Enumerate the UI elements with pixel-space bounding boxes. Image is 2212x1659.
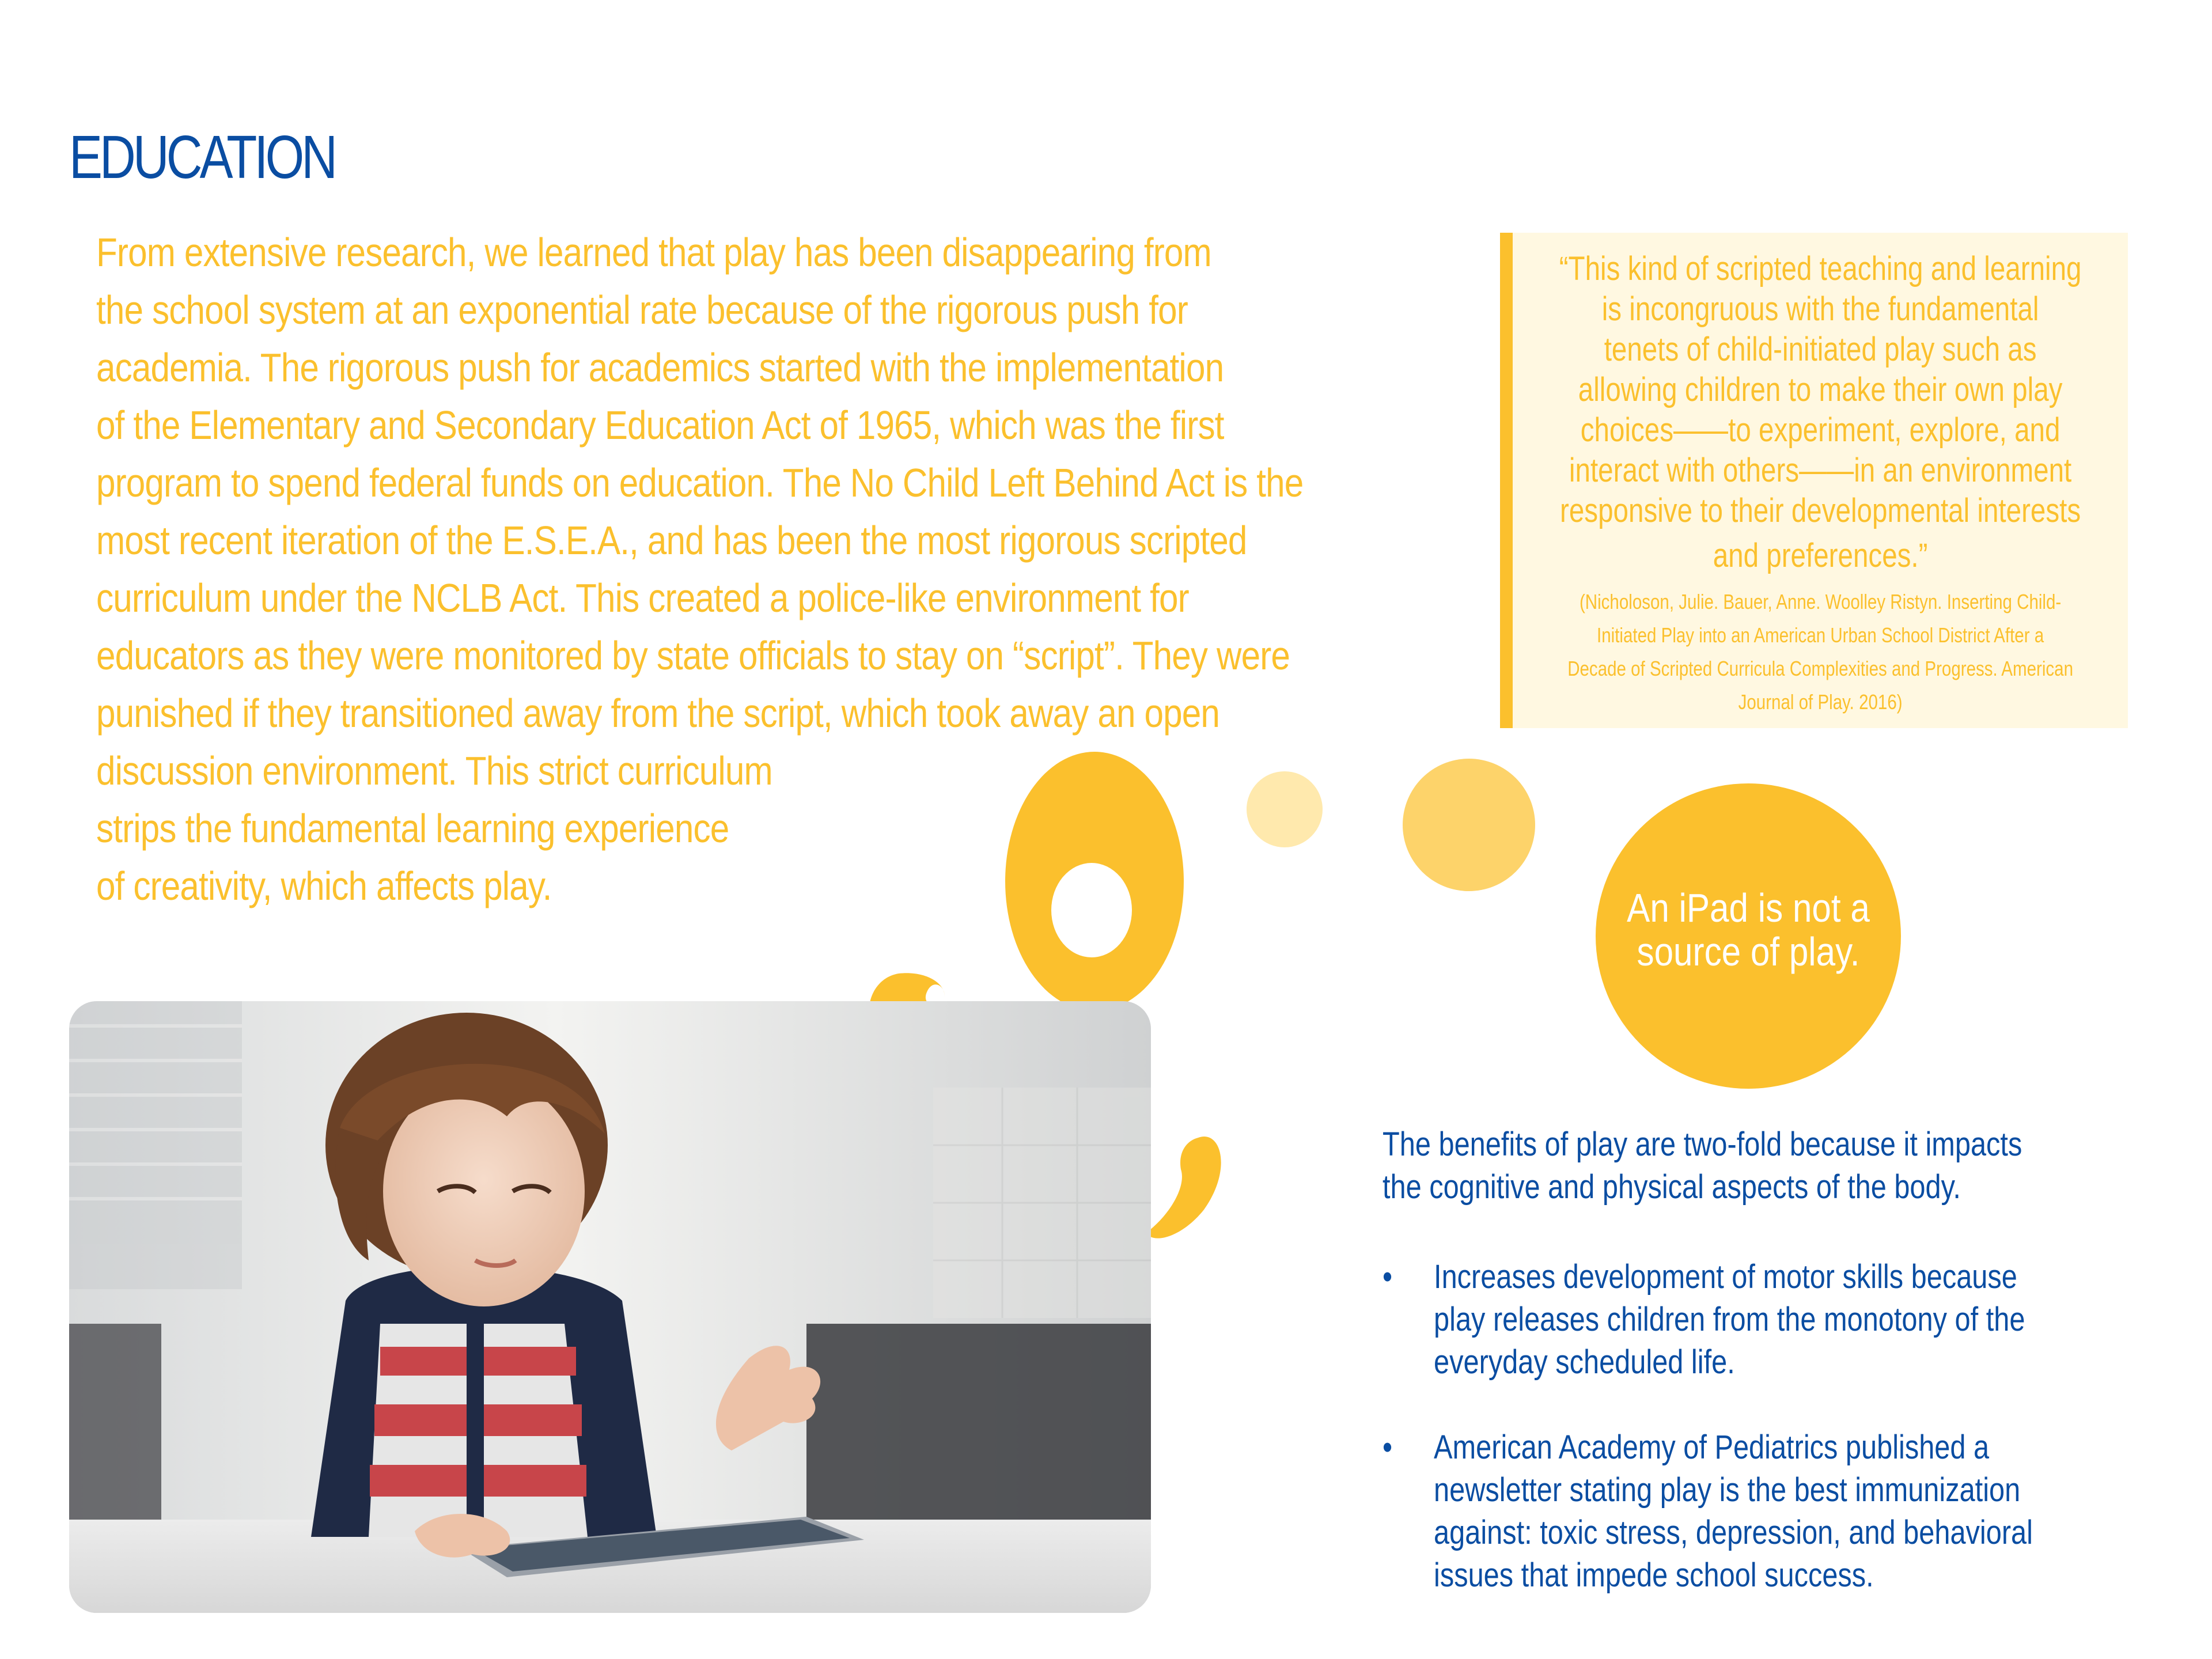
list-item [1382, 1256, 2060, 1384]
bullet-line: against: toxic stress, depression, and behavioral [1434, 1514, 2033, 1551]
intro-line: program to spend federal funds on education. The No Child Left Behind Act is the [96, 460, 1304, 505]
child-with-tablet-photo [69, 1001, 1151, 1613]
intro-line: of the Elementary and Secondary Education Act of 1965, which was the first [96, 403, 1224, 448]
callout-line: source of play. [1637, 929, 1860, 974]
benefits-list [1382, 1256, 2060, 1639]
quote-line: is incongruous with the fundamental [1601, 290, 2039, 328]
citation-line: Initiated Play into an American Urban School District After a [1597, 623, 2044, 647]
intro-line: most recent iteration of the E.S.E.A., and has been the most rigorous scripted [96, 518, 1247, 563]
citation-line: (Nicholoson, Julie. Bauer, Anne. Woolley Ristyn. Inserting Child- [1579, 590, 2062, 613]
quote-line: and preferences.” [1713, 537, 1928, 574]
cabinet [806, 1324, 1151, 1543]
quote-line: “This kind of scripted teaching and learning [1559, 250, 2082, 287]
bullet-line: American Academy of Pediatrics published a [1434, 1429, 1990, 1466]
bullet-line: newsletter stating play is the best immunization [1434, 1471, 2021, 1509]
citation-line: Decade of Scripted Curricula Complexities and Progress. American [1567, 657, 2073, 680]
bullet-line: issues that impede school success. [1434, 1556, 1874, 1594]
window-blinds [69, 1001, 242, 1289]
quote-line: interact with others——in an environment [1569, 452, 2072, 489]
intro-line: From extensive research, we learned that play has been disappearing from [96, 230, 1211, 275]
kitchen-tiles [933, 1088, 1151, 1318]
quote-line: tenets of child-initiated play such as [1604, 331, 2037, 368]
quote-text [1535, 249, 2106, 576]
crescent-blob [1146, 1137, 1221, 1238]
callout-text [1592, 886, 1904, 974]
bullet-line: play releases children from the monotony of the [1434, 1301, 2025, 1338]
intro-line: educators as they were monitored by state officials to stay on “script”. They were [96, 633, 1290, 678]
striped-shirt [369, 1324, 588, 1537]
quote-accent-bar [1500, 233, 1513, 728]
medium-circle [1403, 759, 1535, 891]
benefits-line: the cognitive and physical aspects of the body. [1382, 1168, 1961, 1206]
photo-illustration [69, 1001, 1151, 1613]
quote-citation [1535, 585, 2106, 719]
callout-line: An iPad is not a [1627, 885, 1870, 930]
quote-line: choices——to experiment, explore, and [1580, 411, 2061, 449]
intro-line: punished if they transitioned away from the script, which took away an open [96, 691, 1219, 736]
intro-line: curriculum under the NCLB Act. This created a police-like environment for [96, 575, 1189, 620]
intro-line: the school system at an exponential rate because of the rigorous push for [96, 287, 1188, 332]
bullet-icon: • [1382, 1258, 1393, 1296]
quote-line: responsive to their developmental interests [1560, 492, 2081, 529]
intro-line: strips the fundamental learning experience [96, 806, 729, 851]
bullet-icon: • [1382, 1429, 1393, 1466]
intro-line: discussion environment. This strict curriculum [96, 748, 772, 793]
intro-line: of creativity, which affects play. [96, 863, 552, 908]
bullet-line: everyday scheduled life. [1434, 1343, 1735, 1381]
benefits-line: The benefits of play are two-fold because it impacts [1382, 1126, 2022, 1163]
intro-paragraph [96, 224, 1305, 915]
quote-box [1500, 233, 2128, 728]
list-item [1382, 1426, 2060, 1597]
benefits-intro [1382, 1123, 2060, 1209]
bullet-line: Increases development of motor skills because [1434, 1258, 2017, 1296]
intro-line: academia. The rigorous push for academics started with the implementation [96, 345, 1224, 390]
quote-line: allowing children to make their own play [1578, 371, 2063, 408]
citation-line: Journal of Play. 2016) [1738, 690, 1903, 714]
page-title: EDUCATION [69, 123, 335, 191]
